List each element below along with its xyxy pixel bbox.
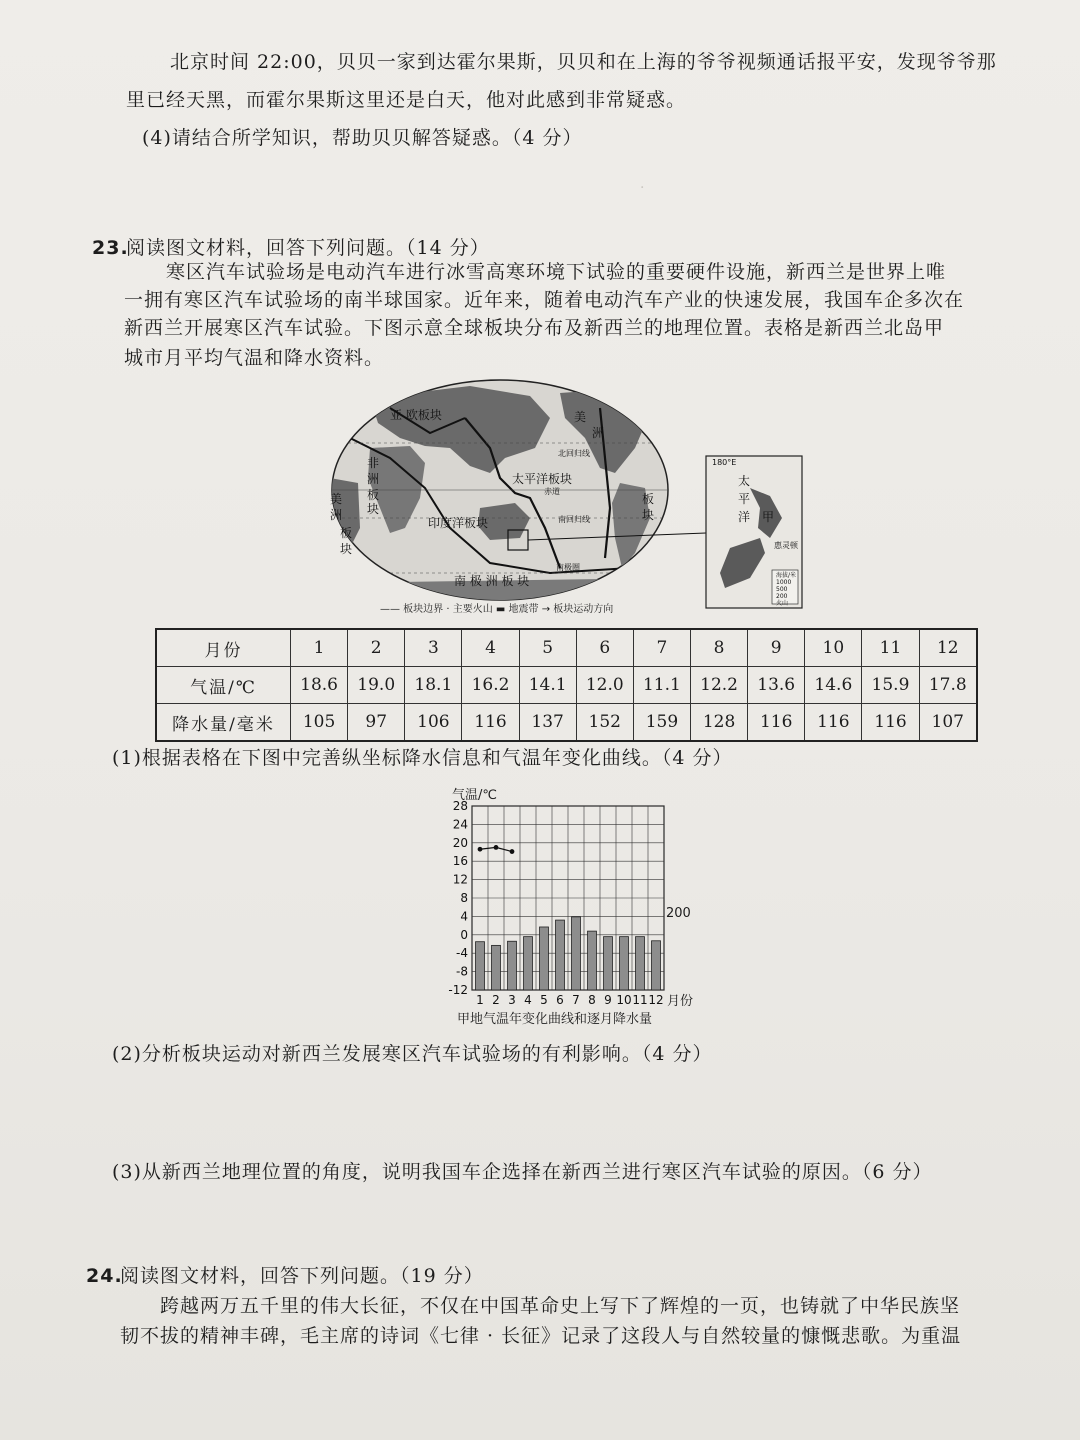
chart-y-tick-label: 16 [452, 854, 468, 869]
table-cell: 97 [348, 704, 405, 742]
chart-x-tick-label: 2 [492, 993, 500, 1007]
africa-label-2: 洲 [367, 472, 380, 486]
chart-y-tick-label: 4 [460, 909, 468, 924]
nz-city-label: 惠灵顿 [774, 541, 798, 550]
chart-y-tick-label: -12 [448, 983, 468, 997]
chart-x-tick-label: 3 [508, 993, 516, 1007]
chart-x-tick-label: 6 [556, 993, 564, 1007]
polar-s-label: 南极圈 [556, 563, 580, 572]
table-cell: 8 [690, 629, 747, 667]
na-label-2: 洲 [592, 426, 605, 440]
sa-label-3: 板 [340, 526, 353, 540]
paragraph-line: 里已经天黑，而霍尔果斯这里还是白天，他对此感到非常疑惑。 [126, 89, 687, 111]
table-cell: 1 [291, 629, 348, 667]
temperature-point [494, 845, 499, 850]
question-23-1: (1)根据表格在下图中完善纵坐标降水信息和气温年变化曲线。（4 分） [112, 747, 733, 769]
chart-y-tick-label: 24 [452, 817, 468, 832]
antarctic-plate-label: 南 极 洲 板 块 [454, 574, 530, 588]
africa-label: 非 [367, 456, 380, 470]
chart-x-tick-label: 7 [572, 993, 580, 1007]
question-number-23: 23. [92, 237, 129, 259]
table-cell: 10 [805, 629, 862, 667]
precip-bar [492, 945, 501, 990]
table-cell: 6 [576, 629, 633, 667]
chart-x-tick-label: 10 [616, 993, 632, 1007]
bleed-through-text: · [640, 180, 645, 196]
precip-bar [588, 931, 597, 990]
plate-char-kuai: 块 [642, 508, 655, 522]
question-23-2: (2)分析板块运动对新西兰发展寒区汽车试验场的有利影响。（4 分） [112, 1043, 713, 1065]
sa-label-4: 块 [340, 542, 353, 556]
equator-label: 赤道 [544, 487, 560, 496]
chart-y-tick-label: -8 [456, 964, 468, 979]
table-cell: 5 [519, 629, 576, 667]
table-cell: 7 [633, 629, 690, 667]
question-23-title: 阅读图文材料，回答下列问题。（14 分） [126, 237, 490, 259]
africa-label-3: 板 [367, 488, 380, 502]
chart-y-tick-label: -4 [456, 946, 468, 961]
paragraph-line: 城市月平均气温和降水资料。 [124, 347, 385, 369]
table-cell: 159 [633, 704, 690, 742]
sa-label: 美 [330, 492, 343, 506]
chart-x-axis-label: 月份 [667, 994, 694, 1009]
temperature-point [510, 849, 515, 854]
table-cell: 12 [919, 629, 977, 667]
table-header-precipitation: 降水量/毫米 [156, 704, 291, 742]
chart-y-axis-label: 气温/℃ [452, 788, 497, 803]
precip-bar [620, 937, 629, 990]
table-cell: 14.1 [519, 667, 576, 704]
map-legend: —— 板块边界 · 主要火山 ▬ 地震带 → 板块运动方向 [380, 604, 614, 615]
table-cell: 13.6 [748, 667, 805, 704]
chart-x-tick-label: 5 [540, 993, 548, 1007]
africa-label-4: 块 [367, 502, 380, 516]
paragraph-line: 韧不拔的精神丰碑，毛主席的诗词《七律 · 长征》记录了这段人与自然较量的慷慨悲歌。为重温 [120, 1325, 962, 1347]
chart-x-tick-label: 1 [476, 993, 484, 1007]
sa-label-2: 洲 [330, 508, 343, 522]
chart-right-axis-tick: 200 [666, 906, 691, 921]
chart-y-tick-label: 0 [460, 927, 468, 942]
table-cell: 19.0 [348, 667, 405, 704]
table-cell: 116 [862, 704, 919, 742]
precip-bar [572, 917, 581, 990]
table-cell: 116 [805, 704, 862, 742]
chart-x-tick-label: 8 [588, 993, 596, 1007]
tropic-n-label: 北回归线 [558, 449, 590, 458]
chart-x-tick-label: 12 [648, 993, 664, 1007]
table-cell: 9 [748, 629, 805, 667]
chart-x-tick-label: 11 [632, 993, 648, 1007]
chart-x-tick-label: 9 [604, 993, 612, 1007]
nz-pacific-1: 太 [738, 474, 751, 488]
plate-char-ban: 板 [642, 492, 655, 506]
table-row-precipitation [156, 704, 977, 742]
table-cell: 14.6 [805, 667, 862, 704]
chart-y-tick-label: 12 [452, 872, 468, 887]
nz-legend: 海拔/米 1000 500 200 火山 [776, 572, 797, 607]
table-cell: 16.2 [462, 667, 519, 704]
precip-bar [652, 941, 661, 990]
table-cell: 4 [462, 629, 519, 667]
precip-bar [636, 937, 645, 990]
pacific-plate-label: 太平洋板块 [512, 472, 573, 486]
paragraph-line: 寒区汽车试验场是电动汽车进行冰雪高寒环境下试验的重要硬件设施，新西兰是世界上唯 [166, 261, 947, 283]
table-cell: 105 [291, 704, 348, 742]
precip-bar [524, 937, 533, 990]
table-cell: 11 [862, 629, 919, 667]
table-cell: 2 [348, 629, 405, 667]
precip-bar [476, 942, 485, 990]
table-cell: 17.8 [919, 667, 977, 704]
eurasian-plate-label: 亚 欧板块 [390, 408, 442, 422]
table-cell: 107 [919, 704, 977, 742]
nz-pacific-2: 平 [738, 492, 751, 506]
precip-bar [540, 927, 549, 990]
paragraph-line: 一拥有寒区汽车试验场的南半球国家。近年来，随着电动汽车产业的快速发展，我国车企多次在 [124, 289, 965, 311]
table-cell: 116 [462, 704, 519, 742]
indian-plate-label: 印度洋板块 [428, 516, 489, 530]
tropic-s-label: 南回归线 [558, 515, 590, 524]
table-cell: 15.9 [862, 667, 919, 704]
table-cell: 12.2 [690, 667, 747, 704]
question-23-3: (3)从新西兰地理位置的角度，说明我国车企选择在新西兰进行寒区汽车试验的原因。（6 分） [112, 1161, 933, 1183]
chart-title: 甲地气温年变化曲线和逐月降水量 [457, 1012, 653, 1027]
paragraph-line: 跨越两万五千里的伟大长征，不仅在中国革命史上写下了辉煌的一页，也铸就了中华民族坚 [160, 1295, 961, 1317]
temperature-point [478, 847, 483, 852]
precip-bar [556, 920, 565, 990]
table-row-months [156, 629, 977, 667]
nz-lon-label: 180°E [712, 458, 737, 467]
paragraph-line: 北京时间 22:00，贝贝一家到达霍尔果斯，贝贝和在上海的爷爷视频通话报平安，发现爷爷那 [170, 51, 997, 73]
question-4: (4)请结合所学知识，帮助贝贝解答疑惑。（4 分） [142, 127, 583, 149]
question-number-24: 24. [86, 1265, 123, 1287]
na-label: 美 [574, 410, 587, 424]
table-row-temperature [156, 667, 977, 704]
nz-pacific-3: 洋 [738, 510, 751, 524]
precip-bar [508, 941, 517, 990]
table-header-temperature: 气温/℃ [156, 667, 291, 704]
climate-table [155, 628, 978, 742]
world-plate-map [330, 378, 810, 618]
table-cell: 3 [405, 629, 462, 667]
precip-bar [604, 937, 613, 990]
paragraph-line: 新西兰开展寒区汽车试验。下图示意全球板块分布及新西兰的地理位置。表格是新西兰北岛甲 [124, 317, 945, 339]
table-cell: 11.1 [633, 667, 690, 704]
table-cell: 116 [748, 704, 805, 742]
table-header-month: 月份 [156, 629, 291, 667]
table-cell: 152 [576, 704, 633, 742]
chart-y-tick-label: 28 [452, 799, 468, 813]
chart-y-tick-label: 8 [460, 891, 468, 905]
table-cell: 12.0 [576, 667, 633, 704]
table-cell: 18.1 [405, 667, 462, 704]
chart-x-tick-label: 4 [524, 993, 532, 1007]
question-24-title: 阅读图文材料，回答下列问题。（19 分） [120, 1265, 484, 1287]
table-cell: 106 [405, 704, 462, 742]
table-cell: 137 [519, 704, 576, 742]
table-cell: 18.6 [291, 667, 348, 704]
table-cell: 128 [690, 704, 747, 742]
nz-jia-label: 甲 [762, 510, 775, 524]
chart-y-tick-label: 20 [452, 835, 468, 850]
